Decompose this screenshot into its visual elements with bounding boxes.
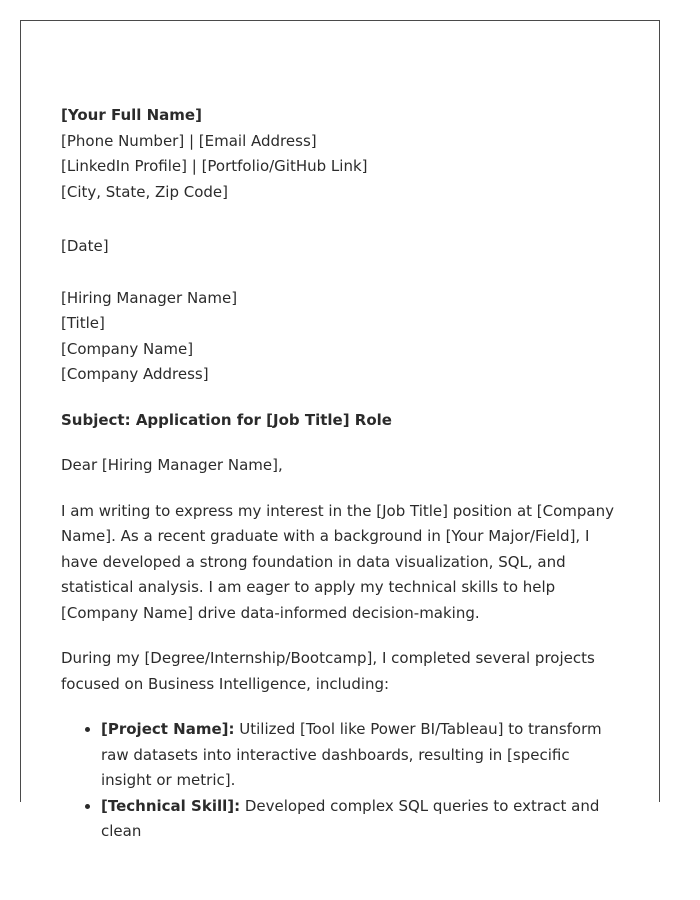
projects-intro-paragraph: During my [Degree/Internship/Bootcamp], I completed several projects focused on Business Intelligence, including: — [61, 649, 595, 693]
sender-location: [City, State, Zip Code] — [61, 182, 229, 201]
list-item — [101, 717, 621, 794]
list-item — [101, 794, 621, 845]
intro-paragraph: I am writing to express my interest in the [Job Title] position at [Company Name]. As a recent graduate with a background in [Your Major/Field], I have developed a strong foundation in data visualization, SQL, and statistical analysis. I am eager to apply my technical skills to help [Company Name] drive data-informed decision-making. — [61, 501, 615, 622]
project-label: [Technical Skill]: — [101, 796, 241, 815]
projects-list — [61, 717, 621, 845]
project-text: Developed complex SQL queries to extract and clean — [101, 796, 600, 840]
salutation: Dear [Hiring Manager Name], — [61, 456, 283, 474]
subject-line: Subject: Application for [Job Title] Role — [61, 410, 392, 429]
cover-letter-body — [61, 103, 621, 845]
document-page — [20, 20, 660, 840]
recipient-company: [Company Name] — [61, 339, 194, 358]
sender-header — [61, 103, 621, 205]
project-label: [Project Name]: — [101, 720, 235, 738]
recipient-name: [Hiring Manager Name] — [61, 288, 238, 307]
sender-contact: [Phone Number] | [Email Address] — [61, 131, 317, 150]
recipient-address: [Company Address] — [61, 365, 209, 383]
sender-name: [Your Full Name] — [61, 106, 202, 124]
letter-date: [Date] — [61, 237, 109, 255]
recipient-title: [Title] — [61, 314, 105, 332]
sender-links: [LinkedIn Profile] | [Portfolio/GitHub Link] — [61, 157, 368, 175]
recipient-block — [61, 286, 621, 388]
project-text: Utilized [Tool like Power BI/Tableau] to transform raw datasets into interactive dashboards, resulting in [specific insight or metric]. — [101, 720, 602, 789]
